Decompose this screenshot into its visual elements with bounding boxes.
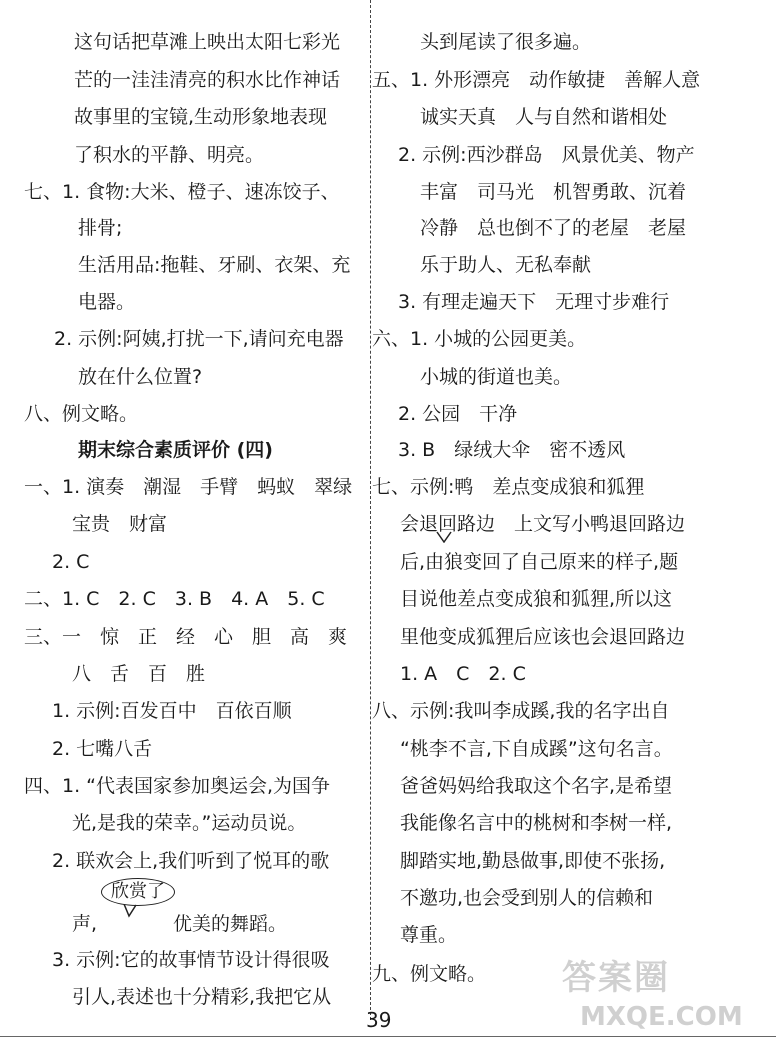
right-column-line: 冷静 总也倒不了的老屋 老屋 bbox=[420, 217, 687, 239]
section-title: 期末综合素质评价 (四) bbox=[78, 439, 273, 461]
left-column-line: 2. 联欢会上,我们听到了悦耳的歌 bbox=[52, 850, 330, 872]
left-column-line: 这句话把草滩上映出太阳七彩光 bbox=[74, 31, 341, 53]
right-column-line: 爸爸妈妈给我取这个名字,是希望 bbox=[400, 775, 673, 797]
left-column-line: 八 舌 百 胜 bbox=[72, 663, 206, 685]
right-column-line: 目说他差点变成狼和狐狸,所以这 bbox=[400, 588, 673, 610]
right-column-line: 我能像名言中的桃树和李树一样, bbox=[400, 812, 673, 834]
right-column-line: 乐于助人、无私奉献 bbox=[420, 254, 592, 276]
left-column-line: 生活用品:拖鞋、牙刷、衣架、充 bbox=[78, 254, 351, 276]
left-column-line: 二、1. C 2. C 3. B 4. A 5. C bbox=[24, 588, 325, 610]
right-column-line: 丰富 司马光 机智勇敢、沉着 bbox=[420, 181, 687, 203]
right-column-line: 七、示例:鸭 差点变成狼和狐狸 bbox=[372, 476, 645, 498]
column-divider bbox=[370, 0, 371, 1020]
right-column-line: 里他变成狐狸后应该也会退回路边 bbox=[400, 626, 686, 648]
right-column-line: 九、例文略。 bbox=[372, 963, 487, 985]
right-column-line: 脚踏实地,勤恳做事,即使不张扬, bbox=[400, 850, 666, 872]
right-column-line: 诚实天真 人与自然和谐相处 bbox=[420, 106, 668, 128]
left-column-line: 光,是我的荣幸。”运动员说。 bbox=[72, 812, 307, 834]
right-column-line: 3. 有理走遍天下 无理寸步难行 bbox=[398, 291, 670, 313]
left-column-line: 四、1. “代表国家参加奥运会,为国争 bbox=[24, 775, 331, 797]
right-column-line: 头到尾读了很多遍。 bbox=[420, 31, 592, 53]
left-column-line: 芒的一洼洼清亮的积水比作神话 bbox=[74, 69, 341, 91]
left-column-line: 2. C bbox=[52, 551, 90, 573]
left-column-line: 一、1. 演奏 潮湿 手臂 蚂蚁 翠绿 bbox=[24, 476, 353, 498]
left-column-line: 引人,表述也十分精彩,我把它从 bbox=[72, 986, 332, 1008]
right-column-line: 六、1. 小城的公园更美。 bbox=[372, 328, 587, 350]
left-column-line: 故事里的宝镜,生动形象地表现 bbox=[74, 106, 328, 128]
left-column-line: 声, 优美的舞蹈。 bbox=[72, 913, 288, 935]
right-column-line: 3. B 绿绒大伞 密不透风 bbox=[398, 439, 626, 461]
watermark-url: MXQE.COM bbox=[580, 1002, 743, 1032]
bottom-rule bbox=[0, 1036, 776, 1037]
inserted-word-bubble: 欣赏了 bbox=[101, 878, 175, 906]
left-column-line: 七、1. 食物:大米、橙子、速冻饺子、 bbox=[24, 181, 340, 203]
right-column-line: 1. A C 2. C bbox=[400, 663, 526, 685]
right-column-line: 小城的街道也美。 bbox=[420, 366, 573, 388]
insertion-caret-icon bbox=[122, 904, 140, 918]
left-column-line: 电器。 bbox=[78, 291, 136, 313]
left-column-line: 三、一 惊 正 经 心 胆 高 爽 bbox=[24, 626, 348, 648]
left-column-line: 2. 七嘴八舌 bbox=[52, 738, 153, 760]
right-column-line: 五、1. 外形漂亮 动作敏捷 善解人意 bbox=[372, 69, 701, 91]
right-column-line: 尊重。 bbox=[400, 924, 458, 946]
right-column-line: 会退回路边 上文写小鸭退回路边 bbox=[400, 513, 686, 535]
right-column-line: 不邀功,也会受到别人的信赖和 bbox=[400, 887, 654, 909]
insertion-mark-icon bbox=[436, 531, 452, 543]
left-column-line: 八、例文略。 bbox=[24, 403, 139, 425]
right-column-line: “桃李不言,下自成蹊”这句名言。 bbox=[400, 738, 673, 760]
left-column-line: 放在什么位置? bbox=[78, 366, 203, 388]
left-column-line: 排骨; bbox=[78, 217, 123, 239]
right-column-line: 2. 公园 干净 bbox=[398, 403, 518, 425]
left-column-line: 1. 示例:百发百中 百依百顺 bbox=[52, 700, 292, 722]
right-column-line: 后,由狼变回了自己原来的样子,题 bbox=[400, 551, 679, 573]
left-column-line: 了积水的平静、明亮。 bbox=[74, 144, 265, 166]
watermark-logo bbox=[532, 958, 768, 1040]
left-column-line: 2. 示例:阿姨,打扰一下,请问充电器 bbox=[54, 328, 344, 350]
right-column-line: 2. 示例:西沙群岛 风景优美、物产 bbox=[398, 144, 695, 166]
watermark-title: 答案圈 bbox=[562, 958, 670, 998]
left-column-line: 宝贵 财富 bbox=[72, 513, 168, 535]
page-number: 39 bbox=[366, 1008, 392, 1032]
left-column-line: 3. 示例:它的故事情节设计得很吸 bbox=[52, 949, 330, 971]
right-column-line: 八、示例:我叫李成蹊,我的名字出自 bbox=[372, 700, 670, 722]
